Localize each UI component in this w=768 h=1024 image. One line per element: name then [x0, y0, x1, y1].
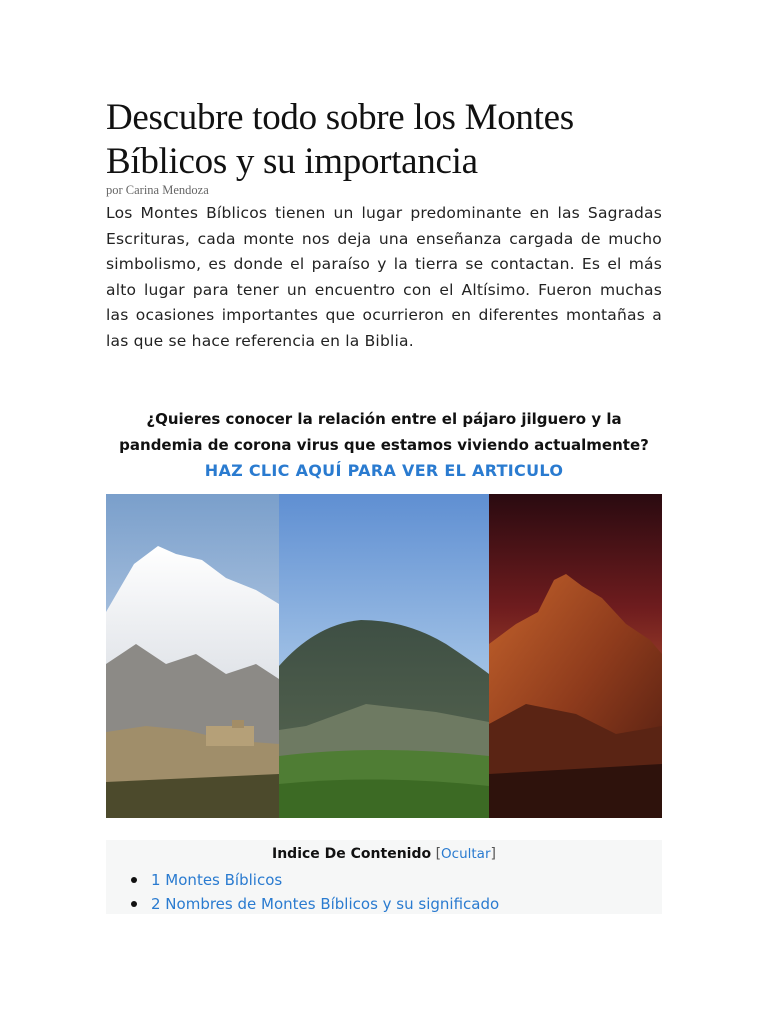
mountains-collage-image — [106, 494, 662, 818]
toc-item — [106, 892, 499, 916]
toc-link-montes-biblicos[interactable]: 1 Montes Bíblicos — [151, 871, 283, 889]
article-title: Descubre todo sobre los Montes Bíblicos y su importancia — [106, 97, 574, 182]
toc-title: Indice De Contenido — [272, 846, 432, 862]
promo-question: ¿Quieres conocer la relación entre el pájaro jilguero y la pandemia de corona virus que estamos viviendo actualmente? — [119, 410, 649, 454]
toc-header — [106, 846, 662, 862]
toc-item — [106, 868, 499, 892]
bullet-icon — [131, 877, 137, 883]
promo-callout — [106, 406, 662, 484]
promo-link[interactable]: HAZ CLIC AQUÍ PARA VER EL ARTICULO — [204, 461, 564, 480]
article-byline: por Carina Mendoza — [106, 183, 209, 197]
toc-hide-toggle[interactable]: Ocultar — [441, 846, 491, 862]
article-intro: Los Montes Bíblicos tienen un lugar predominante en las Sagradas Escrituras, cada monte nos deja una enseñanza cargada de mucho simbolismo, es donde el paraíso y la tierra se contactan. Es el más alto lugar para tener un encuentro con el Altísimo. Fueron muchas las ocasiones importantes que ocurrieron en diferentes montañas a las que se hace referencia en la Biblia. — [106, 204, 662, 350]
toc-bracket-close: ] — [490, 846, 496, 862]
toc-link-nombres-montes[interactable]: 2 Nombres de Montes Bíblicos y su significado — [151, 895, 500, 913]
table-of-contents — [106, 840, 662, 914]
bullet-icon — [131, 901, 137, 907]
toc-list — [106, 868, 499, 916]
toc-bracket-open: [ — [435, 846, 442, 862]
